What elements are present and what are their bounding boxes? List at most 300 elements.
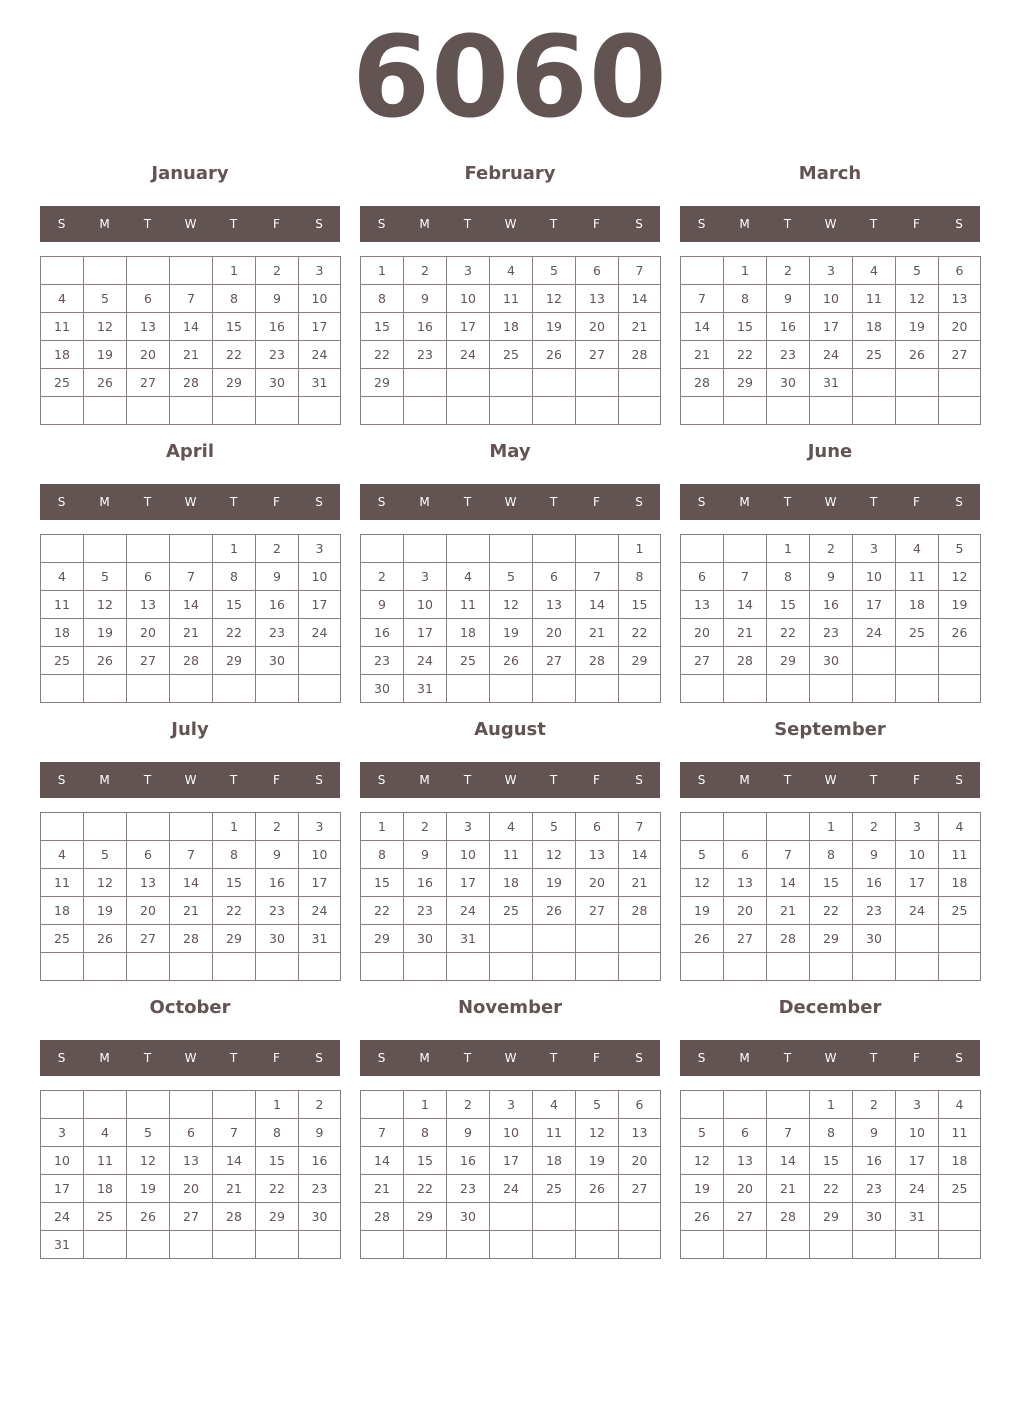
month-name: May (489, 441, 531, 462)
day-cell: 6 (939, 257, 981, 285)
week-row (41, 841, 341, 869)
day-cell: 10 (490, 1119, 533, 1147)
weekday-label: S (57, 495, 66, 509)
month-february (360, 160, 660, 436)
day-cell: 25 (490, 341, 533, 369)
empty-day-cell (576, 925, 619, 953)
day-cell: 7 (619, 257, 661, 285)
day-cell: 6 (127, 285, 170, 313)
empty-day-cell (896, 647, 939, 675)
empty-day-cell (256, 1231, 299, 1259)
empty-day-cell (299, 1231, 341, 1259)
day-cell: 10 (447, 841, 490, 869)
week-row (41, 1175, 341, 1203)
day-cell: 5 (490, 563, 533, 591)
empty-day-cell (533, 1203, 576, 1231)
day-cell: 3 (299, 257, 341, 285)
day-cell: 12 (533, 841, 576, 869)
week-row (681, 1175, 981, 1203)
empty-day-cell (853, 675, 896, 703)
day-cell: 16 (256, 591, 299, 619)
day-cell: 26 (490, 647, 533, 675)
week-row (681, 1203, 981, 1231)
day-cell: 18 (896, 591, 939, 619)
weekday-label: M (419, 217, 430, 231)
day-cell: 28 (681, 369, 724, 397)
day-cell: 10 (447, 285, 490, 313)
weekday-header (360, 1040, 660, 1076)
day-cell: 27 (576, 897, 619, 925)
week-row (41, 535, 341, 563)
week-row (681, 591, 981, 619)
weekday-label: F (913, 1051, 920, 1065)
weekday-label: W (504, 773, 517, 787)
day-cell: 30 (853, 925, 896, 953)
day-cell: 2 (810, 535, 853, 563)
day-cell: 11 (939, 841, 981, 869)
week-row (681, 369, 981, 397)
day-cell: 17 (490, 1147, 533, 1175)
empty-day-cell (213, 675, 256, 703)
day-cell: 5 (84, 563, 127, 591)
weekday-header (40, 484, 340, 520)
day-cell: 17 (853, 591, 896, 619)
day-cell: 5 (939, 535, 981, 563)
week-row (361, 647, 661, 675)
day-cell: 8 (361, 841, 404, 869)
empty-day-cell (576, 1231, 619, 1259)
day-cell: 19 (533, 869, 576, 897)
day-cell: 14 (361, 1147, 404, 1175)
week-row (681, 341, 981, 369)
month-january (40, 160, 340, 436)
day-cell: 7 (170, 285, 213, 313)
day-grid (680, 256, 981, 425)
day-cell: 25 (447, 647, 490, 675)
day-cell: 9 (256, 563, 299, 591)
weekday-label: T (143, 773, 152, 787)
empty-day-cell (84, 1231, 127, 1259)
week-row (361, 953, 661, 981)
day-cell: 16 (361, 619, 404, 647)
day-cell: 9 (361, 591, 404, 619)
day-cell: 20 (127, 341, 170, 369)
day-cell: 7 (724, 563, 767, 591)
day-cell: 3 (447, 257, 490, 285)
weekday-label: S (635, 1051, 643, 1065)
month-march (680, 160, 980, 436)
day-cell: 14 (619, 841, 661, 869)
day-cell: 3 (299, 813, 341, 841)
weekday-label: W (824, 217, 837, 231)
empty-day-cell (41, 397, 84, 425)
week-row (681, 619, 981, 647)
weekday-label: W (824, 495, 837, 509)
day-cell: 8 (810, 1119, 853, 1147)
day-cell: 23 (853, 1175, 896, 1203)
day-cell: 5 (576, 1091, 619, 1119)
day-cell: 15 (619, 591, 661, 619)
weekday-label: S (57, 1051, 66, 1065)
week-row (41, 563, 341, 591)
day-cell: 6 (533, 563, 576, 591)
weekday-label: T (783, 1051, 792, 1065)
week-row (41, 1203, 341, 1231)
weekday-label: T (869, 773, 878, 787)
empty-day-cell (619, 953, 661, 981)
empty-day-cell (170, 675, 213, 703)
day-cell: 17 (447, 313, 490, 341)
day-cell: 4 (447, 563, 490, 591)
empty-day-cell (256, 675, 299, 703)
empty-day-cell (810, 675, 853, 703)
day-cell: 5 (681, 1119, 724, 1147)
week-row (361, 675, 661, 703)
day-cell: 6 (170, 1119, 213, 1147)
day-cell: 19 (896, 313, 939, 341)
week-row (681, 1231, 981, 1259)
day-cell: 22 (767, 619, 810, 647)
empty-day-cell (896, 953, 939, 981)
weekday-label: F (273, 217, 280, 231)
empty-day-cell (84, 535, 127, 563)
day-cell: 17 (41, 1175, 84, 1203)
week-row (681, 841, 981, 869)
day-cell: 17 (896, 1147, 939, 1175)
day-grid (360, 1090, 661, 1259)
month-name: June (807, 441, 853, 462)
day-cell: 9 (447, 1119, 490, 1147)
day-cell: 20 (127, 619, 170, 647)
empty-day-cell (724, 813, 767, 841)
day-cell: 26 (533, 341, 576, 369)
day-cell: 8 (213, 841, 256, 869)
empty-day-cell (84, 953, 127, 981)
day-cell: 31 (41, 1231, 84, 1259)
day-cell: 12 (84, 313, 127, 341)
week-row (41, 619, 341, 647)
empty-day-cell (490, 397, 533, 425)
week-row (41, 897, 341, 925)
day-cell: 23 (361, 647, 404, 675)
weekday-label: M (739, 773, 750, 787)
day-cell: 24 (853, 619, 896, 647)
day-cell: 16 (256, 869, 299, 897)
day-cell: 5 (127, 1119, 170, 1147)
day-cell: 29 (810, 1203, 853, 1231)
day-cell: 31 (896, 1203, 939, 1231)
day-cell: 4 (490, 257, 533, 285)
day-cell: 22 (213, 897, 256, 925)
day-cell: 15 (404, 1147, 447, 1175)
day-cell: 13 (681, 591, 724, 619)
empty-day-cell (533, 369, 576, 397)
empty-day-cell (256, 397, 299, 425)
week-row (41, 953, 341, 981)
empty-day-cell (896, 925, 939, 953)
week-row (41, 675, 341, 703)
empty-day-cell (404, 1231, 447, 1259)
day-cell: 26 (896, 341, 939, 369)
day-cell: 13 (533, 591, 576, 619)
empty-day-cell (127, 397, 170, 425)
empty-day-cell (41, 675, 84, 703)
day-cell: 14 (170, 313, 213, 341)
weekday-label: W (824, 1051, 837, 1065)
day-cell: 30 (853, 1203, 896, 1231)
empty-day-cell (170, 1091, 213, 1119)
empty-day-cell (404, 397, 447, 425)
month-october (40, 994, 340, 1270)
weekday-label: T (463, 1051, 472, 1065)
day-cell: 28 (767, 925, 810, 953)
weekday-label: M (99, 217, 110, 231)
weekday-label: T (229, 495, 238, 509)
weekday-label: T (143, 495, 152, 509)
day-cell: 25 (490, 897, 533, 925)
day-cell: 28 (619, 897, 661, 925)
day-cell: 11 (939, 1119, 981, 1147)
empty-day-cell (213, 1231, 256, 1259)
week-row (361, 313, 661, 341)
day-cell: 5 (681, 841, 724, 869)
day-cell: 21 (576, 619, 619, 647)
day-cell: 27 (724, 925, 767, 953)
empty-day-cell (810, 953, 853, 981)
empty-day-cell (681, 397, 724, 425)
week-row (361, 341, 661, 369)
week-row (361, 591, 661, 619)
empty-day-cell (490, 369, 533, 397)
weekday-label: T (549, 495, 558, 509)
day-cell: 18 (41, 341, 84, 369)
day-cell: 8 (767, 563, 810, 591)
week-row (361, 869, 661, 897)
empty-day-cell (84, 257, 127, 285)
empty-day-cell (681, 675, 724, 703)
day-cell: 8 (256, 1119, 299, 1147)
empty-day-cell (299, 675, 341, 703)
weekday-label: T (143, 1051, 152, 1065)
empty-day-cell (533, 953, 576, 981)
day-cell: 16 (810, 591, 853, 619)
day-cell: 7 (767, 841, 810, 869)
weekday-label: M (419, 1051, 430, 1065)
day-cell: 22 (213, 619, 256, 647)
day-cell: 13 (170, 1147, 213, 1175)
day-cell: 31 (447, 925, 490, 953)
day-cell: 13 (127, 591, 170, 619)
day-cell: 6 (576, 813, 619, 841)
day-cell: 11 (84, 1147, 127, 1175)
day-cell: 19 (84, 897, 127, 925)
day-cell: 13 (576, 841, 619, 869)
weekday-label: T (783, 773, 792, 787)
day-cell: 27 (619, 1175, 661, 1203)
day-cell: 15 (767, 591, 810, 619)
week-row (361, 925, 661, 953)
day-cell: 13 (939, 285, 981, 313)
day-cell: 30 (404, 925, 447, 953)
day-cell: 9 (853, 841, 896, 869)
day-cell: 4 (41, 285, 84, 313)
day-cell: 24 (41, 1203, 84, 1231)
day-cell: 25 (939, 1175, 981, 1203)
week-row (361, 1203, 661, 1231)
day-cell: 28 (724, 647, 767, 675)
weekday-header (680, 1040, 980, 1076)
day-cell: 11 (896, 563, 939, 591)
weekday-header (360, 206, 660, 242)
day-cell: 31 (404, 675, 447, 703)
day-cell: 2 (767, 257, 810, 285)
day-cell: 8 (213, 563, 256, 591)
empty-day-cell (490, 1231, 533, 1259)
day-cell: 31 (299, 369, 341, 397)
empty-day-cell (724, 1231, 767, 1259)
month-name: November (457, 997, 563, 1018)
day-cell: 25 (41, 925, 84, 953)
day-cell: 13 (724, 1147, 767, 1175)
day-cell: 25 (896, 619, 939, 647)
day-cell: 15 (810, 869, 853, 897)
month-april (40, 438, 340, 714)
empty-day-cell (533, 535, 576, 563)
day-cell: 23 (767, 341, 810, 369)
day-cell: 29 (724, 369, 767, 397)
month-name: July (171, 719, 209, 740)
year-title: 6060 (352, 13, 668, 143)
day-cell: 10 (853, 563, 896, 591)
day-cell: 21 (170, 341, 213, 369)
day-cell: 26 (127, 1203, 170, 1231)
day-cell: 19 (939, 591, 981, 619)
day-cell: 9 (404, 841, 447, 869)
empty-day-cell (127, 953, 170, 981)
empty-day-cell (576, 1203, 619, 1231)
day-cell: 1 (213, 535, 256, 563)
week-row (41, 397, 341, 425)
empty-day-cell (533, 1231, 576, 1259)
day-cell: 6 (724, 1119, 767, 1147)
day-cell: 8 (213, 285, 256, 313)
day-cell: 26 (681, 925, 724, 953)
day-cell: 27 (576, 341, 619, 369)
day-cell: 3 (896, 1091, 939, 1119)
day-cell: 22 (213, 341, 256, 369)
empty-day-cell (361, 1231, 404, 1259)
day-cell: 24 (404, 647, 447, 675)
day-cell: 25 (41, 647, 84, 675)
week-row (361, 257, 661, 285)
day-cell: 29 (404, 1203, 447, 1231)
week-row (681, 397, 981, 425)
day-cell: 14 (170, 869, 213, 897)
day-cell: 9 (767, 285, 810, 313)
day-cell: 30 (256, 647, 299, 675)
weekday-label: S (315, 217, 323, 231)
day-cell: 26 (84, 647, 127, 675)
weekday-label: W (824, 773, 837, 787)
day-cell: 20 (939, 313, 981, 341)
day-cell: 28 (767, 1203, 810, 1231)
day-cell: 8 (619, 563, 661, 591)
day-cell: 25 (853, 341, 896, 369)
month-name: February (464, 163, 556, 184)
day-cell: 21 (170, 897, 213, 925)
day-grid (40, 1090, 341, 1259)
day-cell: 23 (404, 341, 447, 369)
weekday-label: T (229, 1051, 238, 1065)
day-cell: 22 (619, 619, 661, 647)
day-grid (680, 534, 981, 703)
day-cell: 6 (619, 1091, 661, 1119)
day-cell: 3 (299, 535, 341, 563)
day-cell: 12 (681, 869, 724, 897)
day-cell: 1 (619, 535, 661, 563)
weekday-label: W (504, 1051, 517, 1065)
day-cell: 9 (810, 563, 853, 591)
day-cell: 10 (41, 1147, 84, 1175)
day-cell: 14 (619, 285, 661, 313)
day-cell: 18 (84, 1175, 127, 1203)
empty-day-cell (724, 535, 767, 563)
day-cell: 13 (619, 1119, 661, 1147)
empty-day-cell (447, 397, 490, 425)
day-cell: 7 (576, 563, 619, 591)
day-cell: 15 (724, 313, 767, 341)
day-cell: 9 (256, 841, 299, 869)
day-cell: 10 (299, 285, 341, 313)
week-row (681, 313, 981, 341)
month-may (360, 438, 660, 714)
empty-day-cell (127, 1231, 170, 1259)
weekday-label: F (593, 773, 600, 787)
day-cell: 10 (810, 285, 853, 313)
week-row (681, 897, 981, 925)
day-cell: 21 (619, 869, 661, 897)
weekday-label: S (955, 217, 963, 231)
day-cell: 7 (767, 1119, 810, 1147)
week-row (681, 953, 981, 981)
day-cell: 16 (404, 869, 447, 897)
week-row (681, 1091, 981, 1119)
day-cell: 19 (533, 313, 576, 341)
day-cell: 29 (213, 369, 256, 397)
weekday-label: S (955, 495, 963, 509)
weekday-label: T (229, 773, 238, 787)
empty-day-cell (41, 535, 84, 563)
empty-day-cell (939, 675, 981, 703)
month-december (680, 994, 980, 1270)
empty-day-cell (681, 257, 724, 285)
weekday-label: S (635, 495, 643, 509)
week-row (681, 675, 981, 703)
weekday-label: S (697, 217, 706, 231)
day-cell: 15 (361, 313, 404, 341)
empty-day-cell (213, 1091, 256, 1119)
weekday-label: T (783, 495, 792, 509)
empty-day-cell (84, 675, 127, 703)
day-cell: 22 (361, 897, 404, 925)
day-cell: 29 (361, 369, 404, 397)
day-cell: 20 (619, 1147, 661, 1175)
day-cell: 16 (853, 869, 896, 897)
week-row (681, 925, 981, 953)
day-cell: 28 (170, 925, 213, 953)
day-cell: 24 (447, 897, 490, 925)
week-row (681, 285, 981, 313)
